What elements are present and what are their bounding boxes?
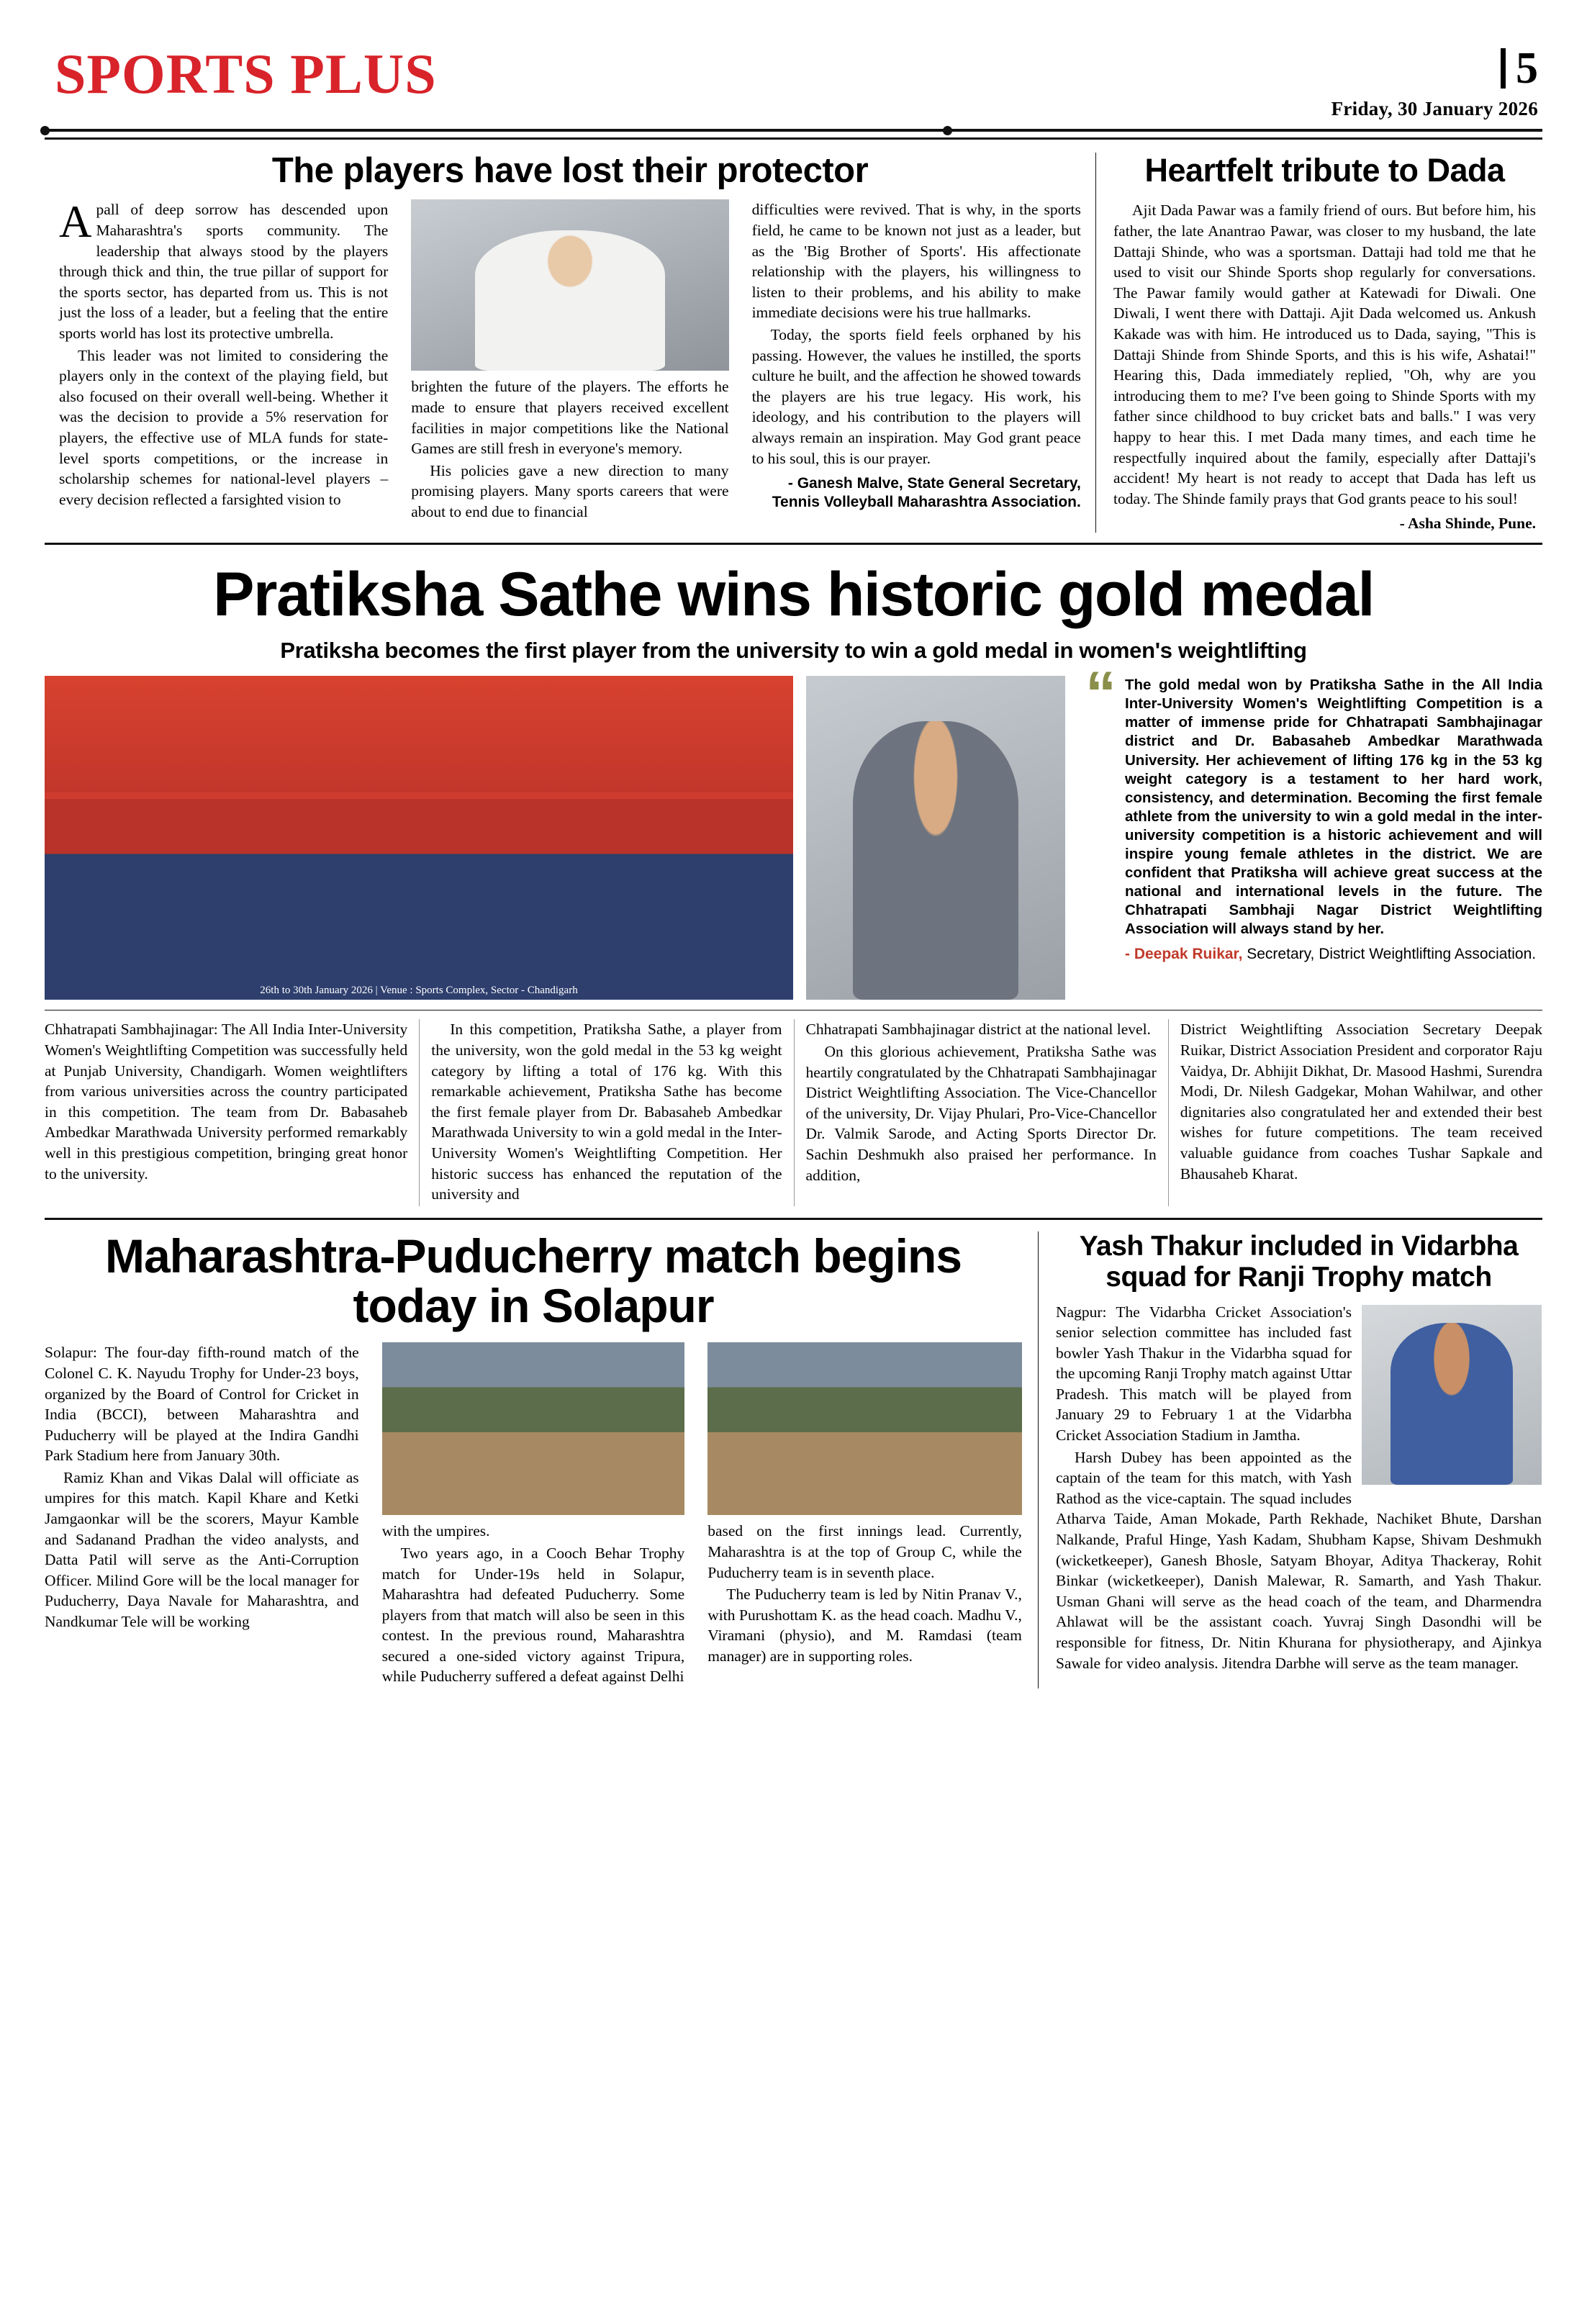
gold-article-columns: [45, 1010, 1542, 1206]
lead-column-3: [741, 199, 1081, 523]
masthead-right: [1331, 46, 1542, 120]
gold-medal-article: [45, 545, 1542, 1206]
lead-col2-para1: brighten the future of the players. The efforts he made to ensure that players received excellent facilities in major competitions like the National Games are still fresh in everyone's memory.: [411, 378, 729, 458]
deepak-ruikar-photo: [806, 676, 1065, 1000]
lead-column-2: [399, 199, 740, 523]
gold-col4-para: District Weightlifting Association Secretary Deepak Ruikar, District Association President and corporator Raju Vaidya, Dr. Abhijit Dikhat, Dr. Masood Hashmi, Surendra Modi, Dr. Nilesh Gadgekar, Mohan Wahilwar, and other dignitaries also congratulated her and extended their best wishes for future competitions. The team received valuable guidance from coaches Tushar Sapkale and Bhausaheb Kharat.: [1180, 1021, 1542, 1183]
tribute-body: Ajit Dada Pawar was a family friend of ours. But before him, his father, the late Anantrao Pawar, was closer to my husband, the late Dattaji Shinde, who was a sportsman. Dattaji had told me that he used to visit our Shinde Sports shop regularly for conversations. The Pawar family would gather at Katewadi for Diwali. One Diwali, I went there with Dattaji. Ajit Dada welcomed us. Ankush Kakade was with him. He introduced us to Dada, saying, "This is Dattaji Shinde from Shinde Sports, and this is his wife, Ashatai!" Hearing this, Dada immediately replied, "Oh, why are you introducing them to me? I've been going to Shinde Sports with my father since childhood to buy cricket bats and balls." I was very happy to hear this. I met Dada many times, and each time he respectfully inquired about the family, especially after Dattaji's accident! My heart is not ready to accept that Dada has left us today. The Shinde family prays that God grants peace to his soul!: [1113, 202, 1536, 507]
quote-mark-icon: “: [1085, 659, 1116, 729]
gold-column-3: [794, 1019, 1168, 1206]
gold-col2-para: In this competition, Pratiksha Sathe, a player from the university, won the gold medal in the 53 kg weight category by lifting a total of 176 kg. With this remarkable achievement, Pratiksha Sathe has become the first female player from Dr. Babasaheb Ambedkar Marathwada University to win a gold medal in the Inter-University Women's Weightlifting Competition. Her historic success has enhanced the reputation of the university and: [431, 1021, 782, 1203]
lead-col1-para2: This leader was not limited to considering the players only in the context of the playing field, but also focused on their overall well-being. Whether it was the decision to provide a 5% reservation for players, the effective use of MLA funds for state-level sports competitions, or the increase in scholarship schemes for national-level players – every decision reflected a farsighted vision to: [59, 346, 389, 508]
top-section: [45, 137, 1542, 545]
lead-article-columns: [59, 196, 1081, 523]
tribute-article: [1095, 153, 1542, 533]
tribute-headline: Heartfelt tribute to Dada: [1144, 152, 1505, 189]
lead-column-1: [59, 196, 399, 523]
yash-para1: Nagpur: The Vidarbha Cricket Association's senior selection committee has included fast bowler Yash Thakur in the Vidarbha squad for the upcoming Ranji Trophy match against Uttar Pradesh. This match will be played from January 29 to February 1 at the Vidarbha Cricket Association Stadium in Jamtha.: [1056, 1303, 1352, 1444]
gold-team-photo-caption: 26th to 30th January 2026 | Venue : Sports Complex, Sector - Chandigarh: [260, 985, 578, 997]
solapur-col1-para1: Solapur: The four-day fifth-round match of the Colonel C. K. Nayudu Trophy for Under-23 boys, organized by the Board of Control for Cricket in India (BCCI), between Maharashtra and Puducherry will be played at the Indira Gandhi Park Stadium here from January 30th.: [45, 1344, 359, 1465]
yash-thakur-photo: [1362, 1305, 1542, 1485]
gold-quote-name: - Deepak Ruikar,: [1125, 945, 1243, 962]
yash-thakur-article: [1038, 1231, 1542, 1688]
lead-col1-para1: Apall of deep sorrow has descended upon Maharashtra's sports community. The leadership that always stood by the players through thick and thin, the true pillar of support for the sports sector, has departed from us. This is not just the loss of a leader, but a feeling that the entire sports world has lost its protective umbrella.: [59, 196, 389, 342]
tribute-signature: - Asha Shinde, Pune.: [1399, 515, 1536, 533]
publication-date: Friday, 30 January 2026: [1331, 98, 1538, 119]
gold-column-1: [45, 1019, 419, 1206]
page-number: 5: [1516, 44, 1538, 93]
solapur-column-2: [371, 1342, 697, 1688]
yash-body: [1056, 1302, 1542, 1674]
publication-title: SPORTS PLUS: [55, 42, 437, 105]
gold-quote-text: The gold medal won by Pratiksha Sathe in the All India Inter-University Women's Weightlifting Competition is a matter of immense pride for Chhatrapati Sambhajinagar district and Dr. Babasaheb Ambedkar Marathwada University. Her achievement of lifting 176 kg in the 53 kg weight category is a testament to her hard work, consistency, and determination. Becoming the first female athlete from the university to win a gold medal in the inter-university competition is a historic achievement and will inspire young female athletes in the district. We are confident that Pratiksha will achieve great success at the national and international levels in the future. The Chhatrapati Sambhaji Nagar District Weightlifting Association will always stand by her.: [1125, 677, 1542, 937]
solapur-columns: [45, 1342, 1022, 1688]
gold-article-media: [45, 659, 1542, 1000]
solapur-stadium-photo: [382, 1342, 685, 1515]
gold-quote-block: [1078, 659, 1542, 1000]
solapur-headline: Maharashtra-Puducherry match begins today in Solapur: [105, 1229, 962, 1333]
solapur-col3-para2: The Puducherry team is led by Nitin Pranav V., with Purushottam K. as the head coach. Madhu V., Viramani (physio), and M. Ramdasi (team manager) are in supporting roles.: [707, 1586, 1022, 1665]
gold-quote-attribution: [1125, 946, 1542, 963]
solapur-col2-para1: with the umpires.: [381, 1522, 490, 1540]
lead-col3-para2: Today, the sports field feels orphaned by his passing. However, the values he instilled, the sports culture he built, and the affection he showed towards the players are his true legacy. His work, his ideology, and his contribution to the players will always remain an inspiration. May God grant peace to his soul, this is our prayer.: [751, 326, 1081, 467]
gold-article-subheadline: Pratiksha becomes the first player from the university to win a gold medal in women's weightlifting: [280, 638, 1307, 664]
yash-headline: Yash Thakur included in Vidarbha squad for Ranji Trophy match: [1079, 1230, 1519, 1293]
solapur-column-1: [45, 1342, 371, 1688]
divider-dot-right-icon: [943, 126, 952, 135]
solapur-col2-para2: Two years ago, in a Cooch Behar Trophy match for Under-19s held in Solapur, Maharashtra had defeated Puducherry. Some players from that match will also be seen in this contest. In the previous round, Maharashtra secured a one-sided victory against Tripura, while Puducherry suffered a defeat against Delhi: [381, 1544, 685, 1686]
lead-col3-para1: difficulties were revived. That is why, in the sports field, he came to be known not just as a leader, but as the 'Big Brother of Sports'. His affectionate relationship with the players, his willingness to listen to their problems, and his ability to make immediate decisions were his true hallmarks.: [751, 201, 1081, 322]
lead-col2-para2: His policies gave a new direction to many promising players. Many sports careers that were about to end due to financial: [411, 461, 729, 520]
masthead: [45, 29, 1542, 120]
gold-team-photo: [45, 676, 793, 1000]
page-number-group: [1331, 46, 1538, 91]
solapur-article: [45, 1231, 1038, 1688]
gold-col3-para2: On this glorious achievement, Pratiksha Sathe was heartily congratulated by the Chhatrapati Sambhajinagar District Weightlifting Association. The Vice-Chancellor of the university, Dr. Vijay Phulari, Pro-Vice-Chancellor Dr. Valmik Sarode, and Acting Sports Director Dr. Sachin Deshmukh also praised her performance. In addition,: [805, 1042, 1157, 1184]
solapur-col1-para2: Ramiz Khan and Vikas Dalal will officiate as umpires for this match. Kapil Khare and Ketki Jamgaonkar will be the scorers, Mayur Kamble and Sadanand Pradhan the video analysts, and Datta Patil will serve as the Anti-Corruption Officer. Milind Gore will be the local manager for Puducherry, Daya Navale for Maharashtra, and Nandkumar Tele will be working: [45, 1468, 359, 1631]
gold-column-2: [419, 1019, 793, 1206]
divider-line: [45, 129, 1542, 132]
gold-column-4: [1168, 1019, 1542, 1206]
gold-quote-role: Secretary, District Weightlifting Association.: [1247, 945, 1537, 962]
page-number-bar-icon: [1501, 48, 1506, 89]
gold-article-headline: Pratiksha Sathe wins historic gold medal: [213, 560, 1374, 630]
masthead-divider: [45, 127, 1542, 133]
solapur-stadium-photo-2: [707, 1342, 1022, 1515]
lead-article: [45, 153, 1095, 533]
bottom-section: [45, 1218, 1542, 1688]
gold-col1-para: Chhatrapati Sambhajinagar: The All India Inter-University Women's Weightlifting Competition was successfully held at Punjab University, Chandigarh. Women weightlifters from various universities across the country participated in this competition. The team from Dr. Babasaheb Ambedkar Marathwada University performed remarkably well in this prestigious competition, bringing great honor to the university.: [45, 1021, 408, 1183]
yash-para2: Harsh Dubey has been appointed as the captain of the team for this match, with Yash Rathod as the vice-captain. The squad includes Atharva Taide, Aman Mokade, Parth Rekhade, Nachiket Bhute, Darshan Nalkande, Praful Hinge, Yash Kadam, Shubham Kapse, Shivam Deshmukh (wicketkeeper), Ganesh Bhosle, Satyam Bhoyar, Aditya Thackeray, Rohit Binkar (wicketkeeper), Danish Malewar, R. Samarth, and Yash Thakur. Usman Ghani will serve as the head coach of the team, and Dharmendra Ahlawat will be the assistant coach. Yuvraj Singh Dasondhi will be responsible for fitness, Dr. Nitin Khurana for physiotherapy, and Ajinkya Sawale for video analysis. Jitendra Darbhe will serve as the team manager.: [1056, 1448, 1542, 1672]
gold-col3-para1: Chhatrapati Sambhajinagar district at the national level.: [805, 1021, 1151, 1039]
solapur-col3-para1: based on the first innings lead. Currently, Maharashtra is at the top of Group C, while the Puducherry team is in seventh place.: [707, 1522, 1022, 1581]
lead-article-photo: [411, 199, 728, 371]
lead-article-signature: - Ganesh Malve, State General Secretary, Tennis Volleyball Maharashtra Association.: [772, 475, 1081, 511]
solapur-column-3: [696, 1342, 1022, 1688]
lead-article-headline: The players have lost their protector: [271, 151, 869, 190]
